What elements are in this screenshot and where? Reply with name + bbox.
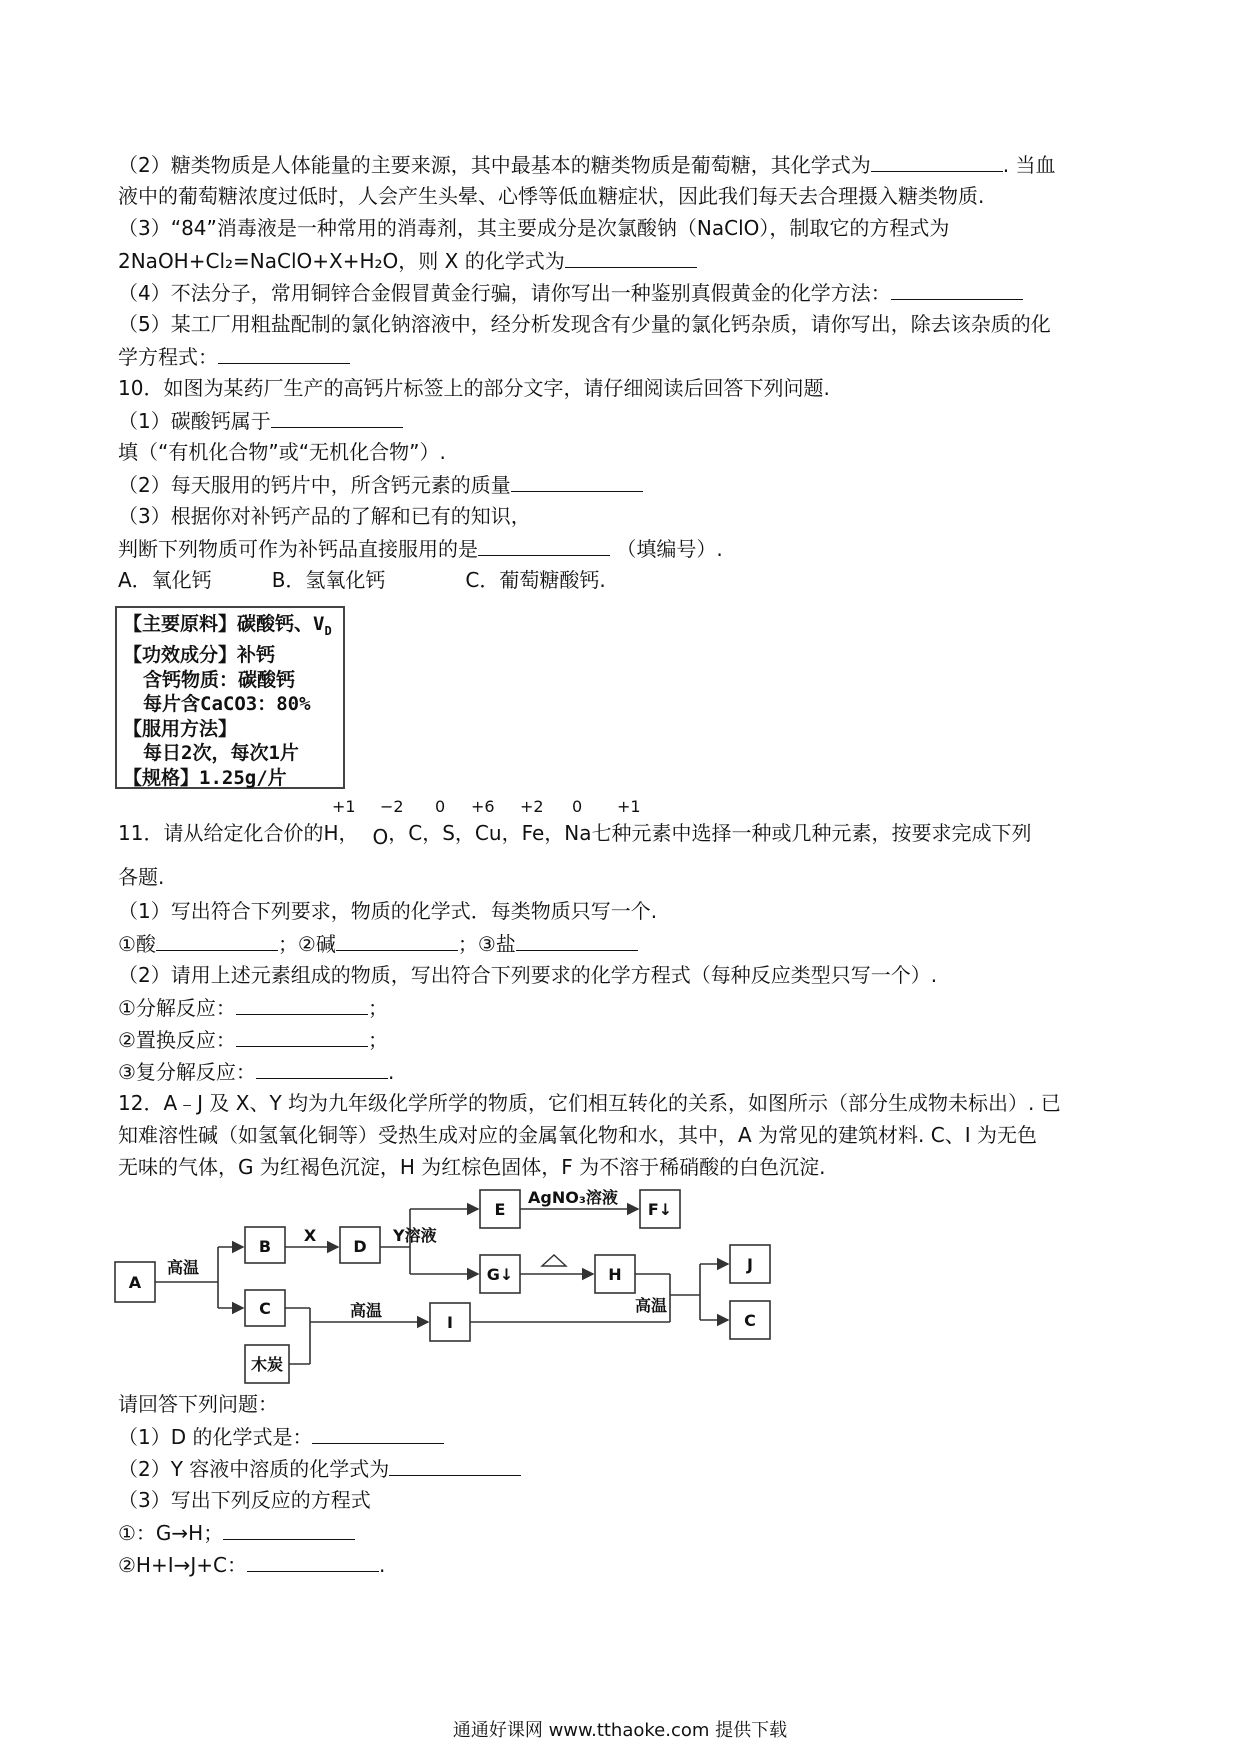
answer-blank[interactable] — [236, 994, 368, 1015]
q11-decomposition — [118, 994, 388, 1021]
label-line: 【服用方法】 — [123, 717, 238, 740]
valence-c: 0 — [435, 797, 446, 816]
q12-a3-1 — [118, 1519, 355, 1546]
acid-blank[interactable] — [156, 930, 278, 951]
node-c2: C — [744, 1311, 756, 1330]
q11-sub1 — [118, 898, 657, 924]
q10-text: 10．如图为某药厂生产的高钙片标签上的部分文字，请仔细阅读后回答下列问题. — [118, 376, 830, 400]
option-a: A．氧化钙 — [118, 568, 212, 592]
answer-blank[interactable] — [256, 1058, 388, 1079]
answer-blank[interactable] — [271, 407, 403, 428]
label-subscript: D — [324, 623, 332, 638]
q12-text: 知难溶性碱（如氢氧化铜等）受热生成对应的金属氧化物和水，其中，A 为常见的建筑材料. C、I 为无色 — [118, 1123, 1037, 1147]
q10-text: 填（“有机化合物”或“无机化合物”）. — [118, 440, 446, 464]
reaction-label: ①分解反应： — [118, 996, 236, 1020]
q12-a2 — [118, 1455, 521, 1482]
q10-sub1 — [118, 407, 403, 434]
element-na: Na — [564, 821, 592, 845]
option-b: B．氢氧化钙 — [271, 568, 386, 592]
label-text: 【主要原料】碳酸钙、V — [123, 613, 325, 635]
node-h: H — [608, 1265, 622, 1284]
label-line: 每日2次，每次1片 — [143, 742, 299, 765]
q11-text: 七种元素中选择一种或几种元素，按要求完成下列 — [591, 821, 1032, 845]
element-c-s: ，C，S， — [388, 821, 475, 845]
element-cu: Cu， — [474, 821, 522, 845]
q10-sub3b — [118, 535, 723, 562]
q9-line-5a — [118, 311, 1051, 337]
q10-text: 判断下列物质可作为补钙品直接服用的是 — [118, 537, 478, 561]
valence-h: +1 — [332, 797, 356, 816]
q12-text: （1）D 的化学式是： — [118, 1425, 313, 1449]
q11-text: （1）写出符合下列要求，物质的化学式．每类物质只写一个. — [118, 899, 658, 923]
q9-text: . 当血 — [1002, 153, 1056, 177]
q11-stem — [118, 820, 1032, 849]
label-line: 【功效成分】补钙 — [123, 644, 276, 667]
valence-cu: +2 — [520, 797, 544, 816]
answer-blank[interactable] — [511, 471, 643, 492]
punct: ； — [367, 1028, 388, 1052]
salt-label: ；③盐 — [457, 932, 516, 956]
salt-blank[interactable] — [516, 930, 638, 951]
q10-text: （填编号）. — [616, 537, 723, 561]
reaction-label: ②置换反应： — [118, 1028, 236, 1052]
q9-line-2a — [118, 151, 1055, 178]
node-d: D — [353, 1237, 367, 1256]
q12-text: （3）写出下列反应的方程式 — [118, 1488, 371, 1512]
q11-text: 各题. — [118, 865, 165, 889]
answer-blank[interactable] — [478, 535, 610, 556]
q9-line-3a — [118, 215, 949, 241]
q11-text: 11．请从给定化合价的 — [118, 821, 324, 845]
label-high-temp: 高温 — [167, 1258, 200, 1277]
q9-text: （5）某工厂用粗盐配制的氯化钠溶液中，经分析发现含有少量的氯化钙杂质，请你写出，除去该杂质的化 — [118, 312, 1051, 336]
label-line: 【规格】1.25g/片 — [123, 766, 287, 789]
label-y-solution: Y溶液 — [393, 1226, 437, 1245]
reaction-flow-diagram — [110, 1185, 800, 1385]
q12-line-3 — [118, 1154, 825, 1180]
q12-text: 12．A﹣J 及 X、Y 均为九年级化学所学的物质，它们相互转化的关系，如图所示（部分生成物未标出）. 已 — [118, 1091, 1061, 1115]
label-line: 每片含CaCO3：80% — [143, 693, 311, 716]
calcium-tablet-label — [115, 606, 345, 789]
q9-text: （4）不法分子，常用铜锌合金假冒黄金行骗，请你写出一种鉴别真假黄金的化学方法： — [118, 281, 891, 305]
q11-acid-base-salt — [118, 930, 638, 957]
q10-sub3a — [118, 503, 531, 529]
punct: ； — [367, 996, 388, 1020]
q12-text: ①：G→H； — [118, 1521, 224, 1545]
q9-text: 2NaOH+Cl₂=NaClO+X+H₂O，则 X 的化学式为 — [118, 249, 565, 273]
valence-na: +1 — [617, 797, 641, 816]
answer-blank[interactable] — [389, 1455, 521, 1476]
base-blank[interactable] — [336, 930, 458, 951]
q10-stem — [118, 375, 830, 401]
node-e: E — [494, 1200, 506, 1219]
q10-text: （1）碳酸钙属于 — [118, 409, 271, 433]
valence-s: +6 — [471, 797, 495, 816]
label-high-temp: 高温 — [350, 1301, 383, 1320]
node-j: J — [747, 1255, 753, 1274]
valence-o: −2 — [380, 797, 404, 816]
answer-blank[interactable] — [223, 1519, 355, 1540]
q9-text: （3）“84”消毒液是一种常用的消毒剂，其主要成分是次氯酸钠（NaClO），制取它的方程式为 — [118, 216, 950, 240]
q10-text: （2）每天服用的钙片中，所含钙元素的质量 — [118, 473, 511, 497]
q9-line-5b — [118, 343, 350, 370]
answer-blank[interactable] — [312, 1423, 444, 1444]
element-o: O — [372, 825, 389, 849]
q11-sub2 — [118, 962, 937, 988]
reaction-label: ③复分解反应： — [118, 1060, 256, 1084]
node-i: I — [447, 1313, 453, 1332]
q9-line-4 — [118, 279, 1023, 306]
q12-text: ②H+I→J+C： — [118, 1553, 248, 1577]
q12-text: 请回答下列问题： — [118, 1392, 278, 1416]
acid-label: ①酸 — [118, 932, 156, 956]
q9-text: 学方程式： — [118, 345, 218, 369]
node-c: C — [259, 1299, 271, 1318]
q9-line-3b — [118, 247, 697, 274]
q11-stem2 — [118, 864, 164, 890]
q12-line-1 — [118, 1090, 1061, 1116]
punct: . — [387, 1060, 395, 1084]
punct: . — [379, 1553, 386, 1577]
label-line — [123, 612, 343, 643]
q9-text: 液中的葡萄糖浓度过低时，人会产生头晕、心悸等低血糖症状，因此我们每天去合理摄入糖类物质. — [118, 184, 985, 208]
valence-fe: 0 — [572, 797, 583, 816]
q10-text: （3）根据你对补钙产品的了解和已有的知识， — [118, 504, 531, 528]
node-a: A — [128, 1273, 142, 1292]
label-high-temp: 高温 — [635, 1296, 668, 1315]
q12-text: 无味的气体，G 为红褐色沉淀，H 为红棕色固体，F 为不溶于稀硝酸的白色沉淀. — [118, 1155, 826, 1179]
q10-options — [118, 567, 606, 593]
answer-blank[interactable] — [236, 1026, 368, 1047]
q12-ask — [118, 1391, 278, 1417]
node-g: G↓ — [486, 1265, 514, 1284]
element-h: H， — [323, 821, 359, 845]
node-b: B — [258, 1237, 272, 1256]
q10-sub1b — [118, 439, 446, 465]
q11-text: （2）请用上述元素组成的物质，写出符合下列要求的化学方程式（每种反应类型只写一个）. — [118, 963, 938, 987]
q11-double-decomposition — [118, 1058, 394, 1085]
base-label: ；②碱 — [277, 932, 336, 956]
label-line: 含钙物质：碳酸钙 — [143, 668, 296, 691]
element-fe: Fe， — [521, 821, 565, 845]
page-footer: 通通好课网 www.tthaoke.com 提供下载 — [452, 1720, 788, 1741]
node-charcoal: 木炭 — [250, 1355, 284, 1374]
q12-text: （2）Y 容液中溶质的化学式为 — [118, 1457, 390, 1481]
answer-blank[interactable] — [247, 1551, 379, 1572]
heating-triangle-icon — [542, 1255, 566, 1266]
answer-blank[interactable] — [565, 247, 697, 268]
answer-blank[interactable] — [891, 279, 1023, 300]
answer-blank[interactable] — [218, 343, 350, 364]
q12-line-2 — [118, 1122, 1037, 1148]
q11-displacement — [118, 1026, 388, 1053]
answer-blank[interactable] — [871, 151, 1003, 172]
label-x: X — [303, 1226, 317, 1245]
q10-sub2 — [118, 471, 643, 498]
node-f: F↓ — [647, 1200, 673, 1219]
q12-a3-2 — [118, 1551, 385, 1578]
q12-a3 — [118, 1487, 371, 1513]
q9-line-2b — [118, 183, 984, 209]
q9-text: （2）糖类物质是人体能量的主要来源，其中最基本的糖类物质是葡萄糖，其化学式为 — [118, 153, 871, 177]
option-c: C．葡萄糖酸钙. — [465, 568, 606, 592]
label-agno3-solution: AgNO₃溶液 — [528, 1188, 618, 1207]
q12-a1 — [118, 1423, 444, 1450]
